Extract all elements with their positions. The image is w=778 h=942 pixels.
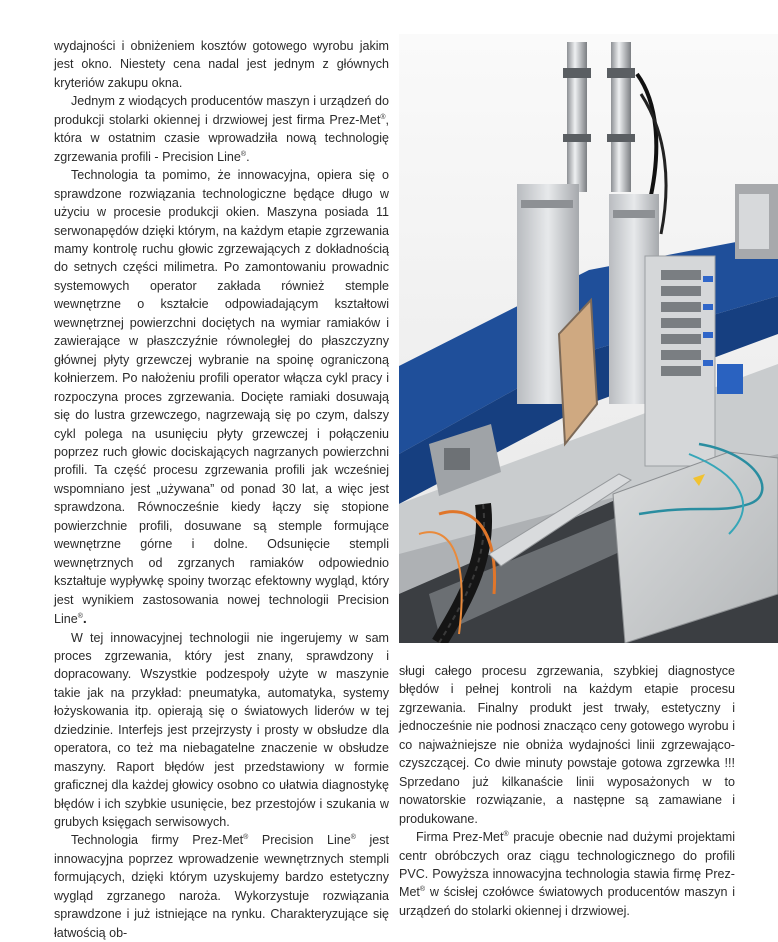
paragraph: Technologia firmy Prez-Met® Precision Line® jest innowacyjna poprzez wprowadzenie wewnętrznych stempli formujących, dzięki którym uzyskujemy bardzo estetyczny wygląd zgrzanego naroża. Wykorzystuje rozwiązania sprawdzone i już istniejące na rynku. Charakteryzujące się łatwością ob- — [54, 833, 389, 940]
paragraph: wydajności i obniżeniem kosztów gotowego wyrobu jakim jest okno. Niestety cena nadal jest jednym z głównych kryteriów zakupu okna. — [54, 39, 389, 90]
article-right-column — [399, 662, 735, 920]
paragraph: W tej innowacyjnej technologii nie ingerujemy w sam proces zgrzewania, który jest znany, sprawdzony i dopracowany. Wszystkie podzespoły użyte w maszynie takie jak na przykład: pneumatyka, automatyka, systemy łożyskowania itp. opierają się o światowych liderów w tej dziedzinie. Interfejs jest przejrzysty i prosty w obsłudze dla operatora, co też ma niebagatelne znaczenie w obsłudze maszyny. Raport błędów jest przedstawiony w formie graficznej dla każdej głowicy osobno co ułatwia diagnostykę błędów i ich szybkie usunięcie, bez przestojów i szukania w grubych księgach serwisowych. — [54, 630, 389, 830]
paragraph: sługi całego procesu zgrzewania, szybkiej diagnostyce błędów i pełnej kontroli na każdym etapie procesu zgrzewania. Finalny produkt jest trwały, estetyczny i jednocześnie nie podnosi znacząco ceny gotowego wyrobu i co najważniejsze nie obniża wydajności linii zgrzewająco-czyszczącej. Co dwie minuty powstaje gotowa zgrzewka !!! Sprzedano już kilkanaście linii wyposażonych w to nowatorskie rozwiązanie, a następne są zamawiane i produkowane. — [399, 664, 735, 826]
end-mark: . — [82, 610, 87, 627]
article-left-column — [54, 37, 389, 942]
machine-photo — [399, 34, 778, 643]
paragraph: Jednym z wiodących producentów maszyn i urządzeń do produkcji stolarki okiennej i drzwiowej jest firma Prez-Met®, która w ostatnim czasie wprowadziła nową technologię zgrzewania profili - Precision Line®. — [54, 94, 389, 164]
paragraph: Firma Prez-Met® pracuje obecnie nad dużymi projektami centr obróbczych oraz ciągu technologicznego do profili PVC. Powyższa innowacyjna technologia stawia firmę Prez-Met® w ścisłej czołówce światowych producentów maszyn i urządzeń do stolarki okiennej i drzwiowej. — [399, 830, 736, 918]
paragraph: Technologia ta pomimo, że innowacyjna, opiera się o sprawdzone rozwiązania technologiczne będące długo w użyciu w procesie produkcji okien. Maszyna posiada 11 serwonapędów dzięki którym, na każdym etapie zgrzewania mamy kontrolę ruchu głowic zgrzewających z dokładnością do setnych części milimetra. Po zamontowaniu prowadnic systemowych operator zakłada również stemple wewnętrzne o kształcie odpowiadającym kształtowi wewnętrznej powierzchni dociętych na wymiar ramiaków i zawierające w płaszczyźnie równoległej do płaszczyzny głównej płyty grzewczej wybranie na spoinę ograniczoną kołnierzem. Po nałożeniu profili operator włącza cykl pracy i rozpoczyna proces zgrzewania. Docięte ramiaki dosuwają się do lustra grzewczego, nagrzewają się po czym, dalszy cykl polega na usunięciu płyty grzewczej i połączeniu poprzez ruch głowic dociskających nagrzanych powierzchni profili. Ta część procesu zgrzewania profili jak wcześniej wspomniano jest „używana” od ponad 30 lat, a więc jest sprawdzona. Równocześnie kiedy łączy się stopione powierzchnie profili, dosuwane są stemple formujące wewnętrzne górne i dolne. Odsunięcie stempli wewnętrznych od zgrzanych ramiaków odpowiednio kształtuje wypływkę spoiny tworząc efektowny wygląd, który jest wynikiem zastosowania nowej technologii Precision Line®. — [54, 168, 389, 627]
